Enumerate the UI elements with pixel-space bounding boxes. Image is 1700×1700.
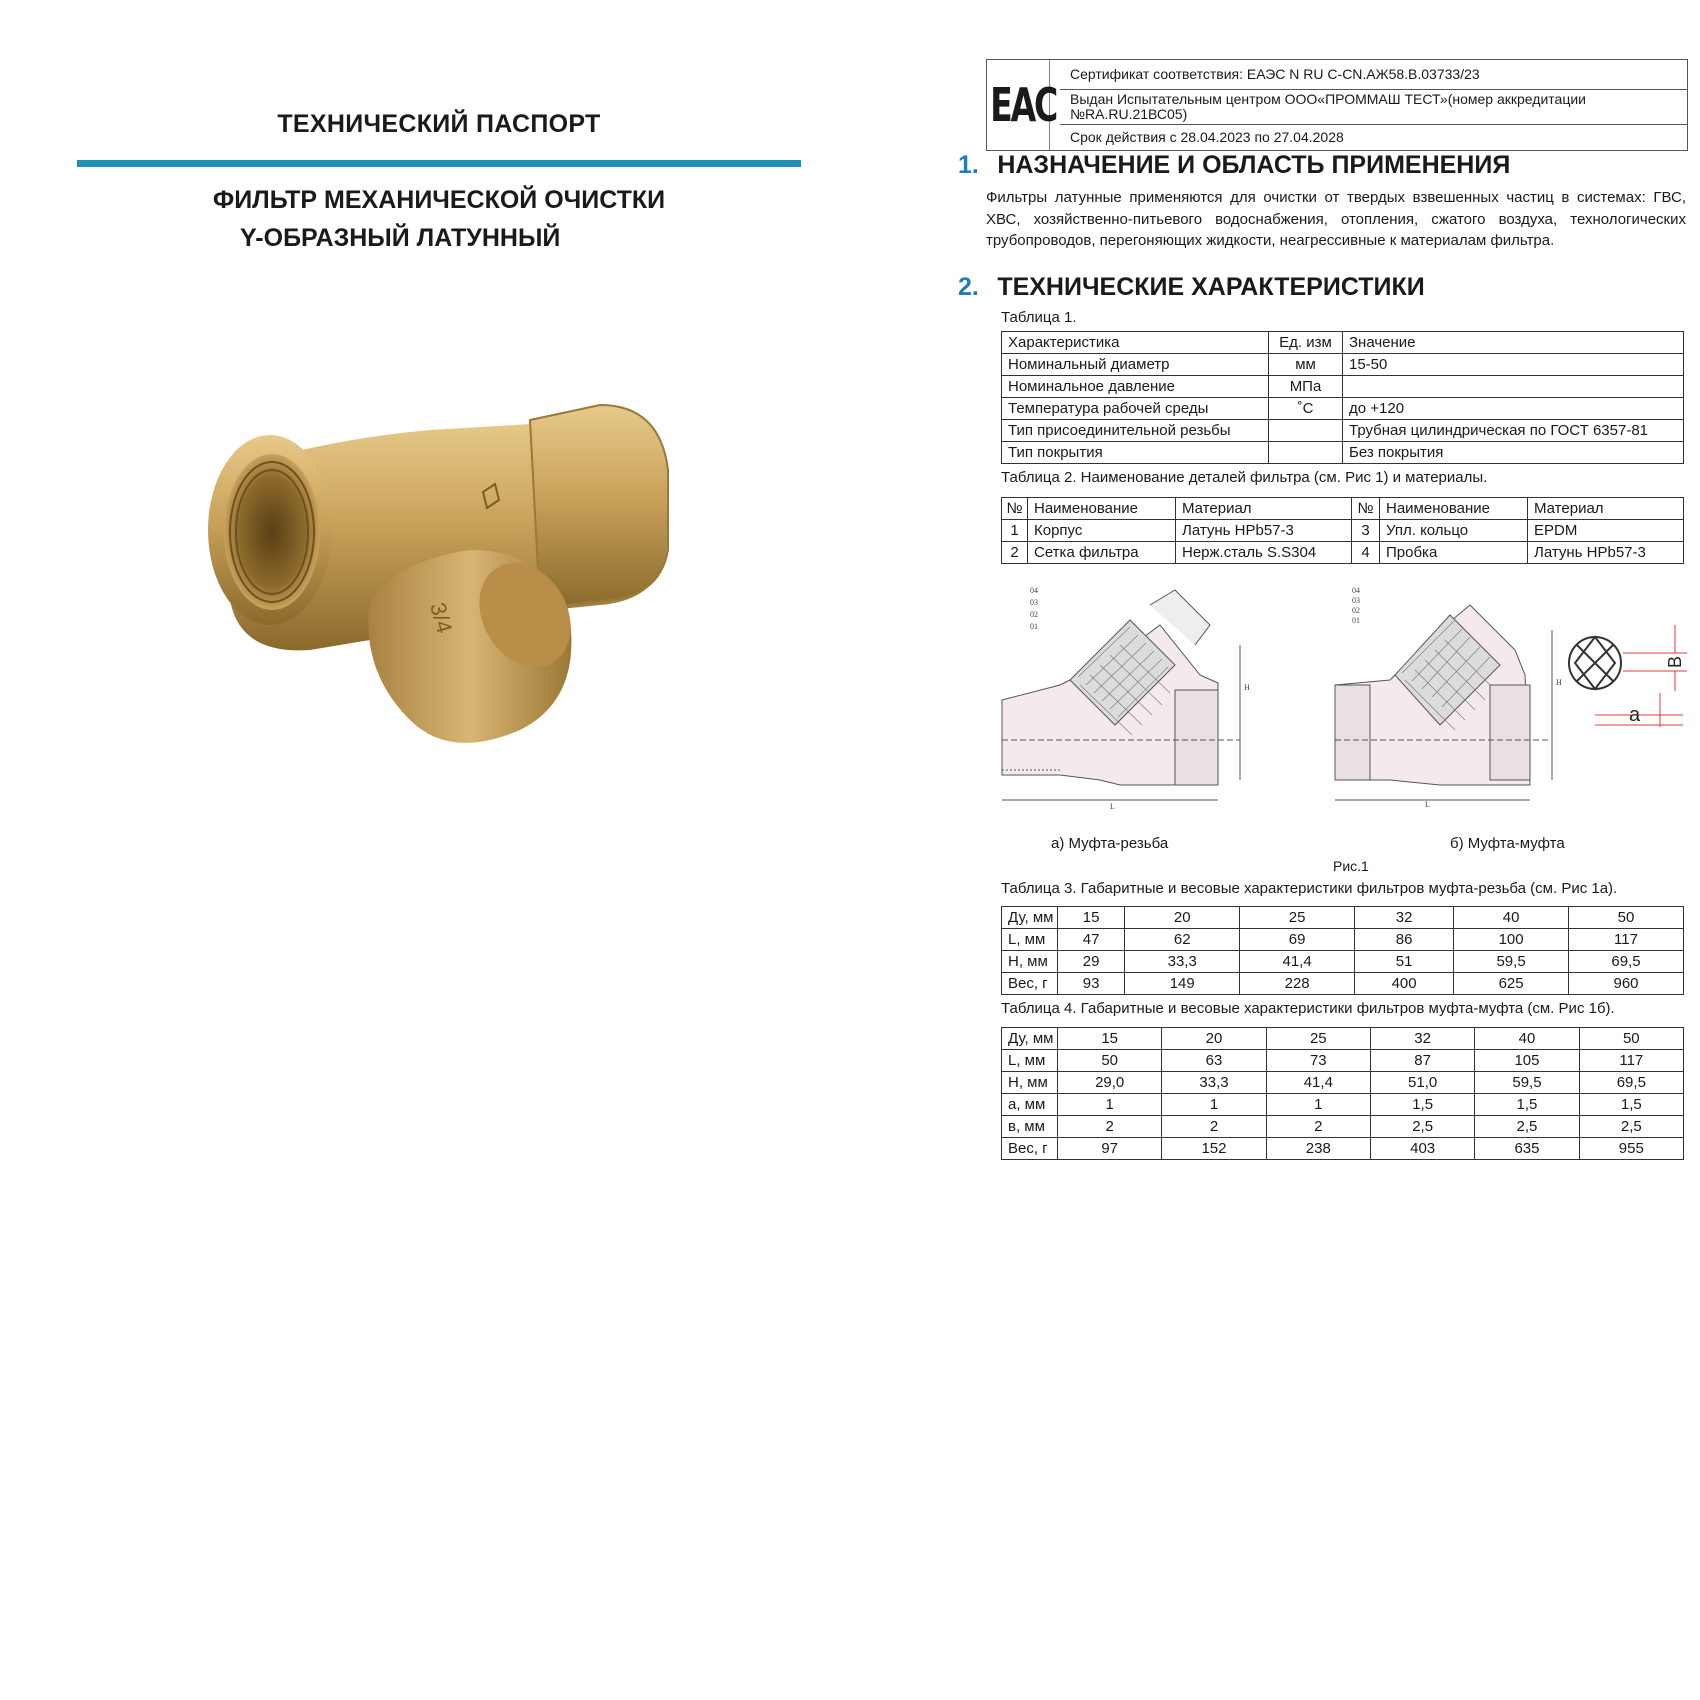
table-cell: Тип присоединительной резьбы — [1002, 420, 1269, 442]
figure-label-b: б) Муфта-муфта — [1450, 835, 1565, 852]
section2-heading — [958, 273, 1425, 302]
table-row — [1002, 1116, 1684, 1138]
table-cell: 59,5 — [1454, 951, 1569, 973]
document-title: ТЕХНИЧЕСКИЙ ПАСПОРТ — [277, 110, 601, 138]
table-cell: 59,5 — [1475, 1072, 1579, 1094]
table-row — [1002, 951, 1684, 973]
table-cell: Латунь HPb57-3 — [1528, 542, 1684, 564]
table-cell: 238 — [1266, 1138, 1370, 1160]
table-cell: Характеристика — [1002, 332, 1269, 354]
table-cell: 2 — [1162, 1116, 1266, 1138]
table-cell: Корпус — [1028, 520, 1176, 542]
table-cell: 117 — [1579, 1050, 1683, 1072]
table-row — [1002, 1028, 1684, 1050]
title-divider — [77, 160, 801, 167]
table-cell: а, мм — [1002, 1094, 1058, 1116]
table-cell: 1,5 — [1579, 1094, 1683, 1116]
table-cell: 47 — [1058, 929, 1125, 951]
table-cell: 33,3 — [1162, 1072, 1266, 1094]
table-cell: 3 — [1352, 520, 1380, 542]
table-cell: 2,5 — [1370, 1116, 1474, 1138]
table-row — [1002, 354, 1684, 376]
table-cell: 625 — [1454, 973, 1569, 995]
table-row — [1002, 420, 1684, 442]
table-cell: Вес, г — [1002, 973, 1058, 995]
table-cell: 635 — [1475, 1138, 1579, 1160]
table-row — [1002, 542, 1684, 564]
table-cell: 1 — [1058, 1094, 1162, 1116]
table-cell: 32 — [1370, 1028, 1474, 1050]
table-cell: 1,5 — [1475, 1094, 1579, 1116]
figure-label-a: а) Муфта-резьба — [1051, 835, 1169, 852]
table-cell: 63 — [1162, 1050, 1266, 1072]
table-cell: 40 — [1454, 907, 1569, 929]
table-cell: 50 — [1058, 1050, 1162, 1072]
table-row — [1002, 1138, 1684, 1160]
table-row — [1002, 907, 1684, 929]
table-cell: 32 — [1355, 907, 1454, 929]
photo-marking: 3/4 — [425, 599, 458, 636]
dimension-label: a — [1629, 704, 1641, 726]
table-row — [1002, 520, 1684, 542]
drawing-coupling-thread — [1000, 585, 1250, 825]
table-cell: 955 — [1579, 1138, 1683, 1160]
section1-number: 1. — [958, 151, 979, 179]
callout-label: 01 — [1352, 616, 1360, 625]
dimension-label: L — [1110, 802, 1115, 811]
table-row — [1002, 376, 1684, 398]
table-cell: Температура рабочей среды — [1002, 398, 1269, 420]
table-cell: 1 — [1266, 1094, 1370, 1116]
callout-label: 03 — [1352, 596, 1360, 605]
table-row — [1002, 1094, 1684, 1116]
table-cell: мм — [1269, 354, 1343, 376]
figure-caption: Рис.1 — [1333, 858, 1369, 874]
table-cell: 15-50 — [1343, 354, 1684, 376]
table-cell: Ед. изм — [1269, 332, 1343, 354]
table-cell: Упл. кольцо — [1380, 520, 1528, 542]
drawing-coupling-coupling — [1330, 585, 1570, 815]
table-cell: 400 — [1355, 973, 1454, 995]
table-cell: 69 — [1240, 929, 1355, 951]
certificate-number: Сертификат соответствия: ЕАЭС N RU C-CN.АЖ58.В.03733/23 — [1060, 60, 1687, 90]
table-cell: H, мм — [1002, 951, 1058, 973]
certificate-box — [986, 59, 1688, 151]
table3-caption: Таблица 3. Габаритные и весовые характеристики фильтров муфта-резьба (см. Рис 1а). — [1001, 880, 1618, 897]
section2-number: 2. — [958, 273, 979, 301]
table-cell: МПа — [1269, 376, 1343, 398]
table-cell: 1 — [1162, 1094, 1266, 1116]
table-cell: до +120 — [1343, 398, 1684, 420]
table-cell: Трубная цилиндрическая по ГОСТ 6357-81 — [1343, 420, 1684, 442]
table-cell: 69,5 — [1569, 951, 1684, 973]
table-cell: 117 — [1569, 929, 1684, 951]
table-cell: L, мм — [1002, 1050, 1058, 1072]
section1-heading — [958, 151, 1510, 180]
table-cell: 29 — [1058, 951, 1125, 973]
certificate-validity: Срок действия с 28.04.2023 по 27.04.2028 — [1070, 129, 1344, 145]
table1 — [1001, 331, 1684, 464]
table-cell: 100 — [1454, 929, 1569, 951]
section1-title: НАЗНАЧЕНИЕ И ОБЛАСТЬ ПРИМЕНЕНИЯ — [997, 151, 1511, 179]
table-cell: 1 — [1002, 520, 1028, 542]
callout-label: 03 — [1030, 598, 1038, 607]
table-cell: 20 — [1125, 907, 1240, 929]
table-cell: 15 — [1058, 1028, 1162, 1050]
certificate-issuer: Выдан Испытательным центром ООО«ПРОММАШ ТЕСТ»(номер аккредитации №RA.RU.21ВС05) — [1060, 90, 1687, 125]
table2 — [1001, 497, 1684, 564]
dimension-label: H — [1244, 683, 1250, 692]
table-cell: Нерж.сталь S.S304 — [1176, 542, 1352, 564]
table-cell: Латунь HPb57-3 — [1176, 520, 1352, 542]
table-cell: L, мм — [1002, 929, 1058, 951]
product-name-line2: Y-ОБРАЗНЫЙ ЛАТУННЫЙ — [240, 224, 561, 252]
table4 — [1001, 1027, 1684, 1160]
table-cell: Ду, мм — [1002, 907, 1058, 929]
table-cell: 87 — [1370, 1050, 1474, 1072]
table-cell: 25 — [1240, 907, 1355, 929]
callout-label: 02 — [1352, 606, 1360, 615]
table-cell: 86 — [1355, 929, 1454, 951]
table-cell: 69,5 — [1579, 1072, 1683, 1094]
table-cell: 40 — [1475, 1028, 1579, 1050]
table-header-row — [1002, 498, 1684, 520]
table-cell: 20 — [1162, 1028, 1266, 1050]
table-cell: 33,3 — [1125, 951, 1240, 973]
table-cell: 2 — [1002, 542, 1028, 564]
table-cell: Номинальное давление — [1002, 376, 1269, 398]
table-cell: 50 — [1569, 907, 1684, 929]
table-cell: 97 — [1058, 1138, 1162, 1160]
callout-label: 02 — [1030, 610, 1038, 619]
table-cell: 50 — [1579, 1028, 1683, 1050]
table-cell: 25 — [1266, 1028, 1370, 1050]
dimension-label: H — [1556, 678, 1562, 687]
table4-caption: Таблица 4. Габаритные и весовые характеристики фильтров муфта-муфта (см. Рис 1б). — [1001, 1000, 1615, 1017]
table-cell: 93 — [1058, 973, 1125, 995]
callout-label: 04 — [1030, 586, 1038, 595]
table-cell: № — [1352, 498, 1380, 520]
table-cell: 2 — [1266, 1116, 1370, 1138]
table-cell: № — [1002, 498, 1028, 520]
table-cell: Вес, г — [1002, 1138, 1058, 1160]
table1-caption: Таблица 1. — [1001, 309, 1077, 326]
table-cell: Ду, мм — [1002, 1028, 1058, 1050]
dimension-label: L — [1425, 800, 1430, 809]
table-cell: 960 — [1569, 973, 1684, 995]
dimension-label: B — [1665, 655, 1685, 668]
section2-title: ТЕХНИЧЕСКИЕ ХАРАКТЕРИСТИКИ — [997, 273, 1425, 301]
product-photo — [200, 400, 670, 800]
table-cell — [1269, 442, 1343, 464]
table-cell: 228 — [1240, 973, 1355, 995]
table-cell: Номинальный диаметр — [1002, 354, 1269, 376]
section1-text: Фильтры латунные применяются для очистки от твердых взвешенных частиц в системах: ГВС, ХВС, хозяйственно-питьевого водоснабжения, отопления, сжатого воздуха, технологических трубопроводов, перегоняющих жидкости, неагрессивные к материалам фильтра. — [986, 189, 1686, 249]
table-cell: 51,0 — [1370, 1072, 1474, 1094]
table3 — [1001, 906, 1684, 995]
table-cell: Сетка фильтра — [1028, 542, 1176, 564]
table-cell: 2,5 — [1475, 1116, 1579, 1138]
table-header-row — [1002, 332, 1684, 354]
table-cell: EPDM — [1528, 520, 1684, 542]
table-cell: 403 — [1370, 1138, 1474, 1160]
table-row — [1002, 398, 1684, 420]
table-cell: Значение — [1343, 332, 1684, 354]
table-cell: 105 — [1475, 1050, 1579, 1072]
table-cell: 29,0 — [1058, 1072, 1162, 1094]
eac-logo: EAC — [997, 60, 1050, 150]
table-cell: ˚С — [1269, 398, 1343, 420]
product-name-line1: ФИЛЬТР МЕХАНИЧЕСКОЙ ОЧИСТКИ — [212, 186, 666, 214]
table-cell: 73 — [1266, 1050, 1370, 1072]
table-row — [1002, 1072, 1684, 1094]
table2-caption: Таблица 2. Наименование деталей фильтра (см. Рис 1) и материалы. — [1001, 469, 1488, 486]
table-cell: Материал — [1176, 498, 1352, 520]
table-cell: Наименование — [1028, 498, 1176, 520]
table-cell: 41,4 — [1266, 1072, 1370, 1094]
table-cell — [1343, 376, 1684, 398]
table-cell: Тип покрытия — [1002, 442, 1269, 464]
table-cell: 4 — [1352, 542, 1380, 564]
table-row — [1002, 442, 1684, 464]
table-cell: Наименование — [1380, 498, 1528, 520]
table-cell: 15 — [1058, 907, 1125, 929]
callout-label: 01 — [1030, 622, 1038, 631]
table-cell: в, мм — [1002, 1116, 1058, 1138]
table-cell: Пробка — [1380, 542, 1528, 564]
table-cell: 152 — [1162, 1138, 1266, 1160]
table-cell: 51 — [1355, 951, 1454, 973]
table-cell: 2 — [1058, 1116, 1162, 1138]
callout-label: 04 — [1352, 586, 1360, 595]
table-row — [1002, 973, 1684, 995]
table-cell: 2,5 — [1579, 1116, 1683, 1138]
table-cell: 1,5 — [1370, 1094, 1474, 1116]
table-cell: Без покрытия — [1343, 442, 1684, 464]
table-cell: 149 — [1125, 973, 1240, 995]
table-row — [1002, 1050, 1684, 1072]
table-cell: H, мм — [1002, 1072, 1058, 1094]
table-cell: 41,4 — [1240, 951, 1355, 973]
table-cell — [1269, 420, 1343, 442]
mesh-detail — [1565, 615, 1690, 745]
table-cell: 62 — [1125, 929, 1240, 951]
table-cell: Материал — [1528, 498, 1684, 520]
table-row — [1002, 929, 1684, 951]
